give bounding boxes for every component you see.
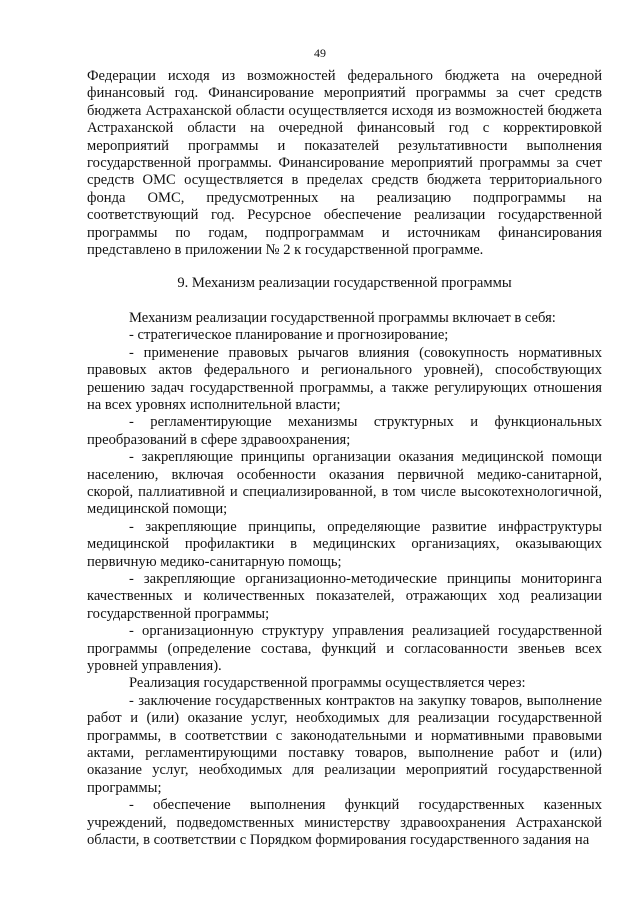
- page-number: 49: [314, 46, 326, 60]
- intro-paragraph: Федерации исходя из возможностей федерального бюджета на очередной финансовый год. Финансирование мероприятий программы за счет средств бюджета Астраханской области осуществляется исходя из возможностей бюджета Астраханской области на очередной финансовый год с корректировкой мероприятий программы и показателей результативности выполнения государственной программы. Финансирование мероприятий программы за счет средств ОМС осуществляется в пределах средств бюджета территориального фонда ОМС, предусмотренных на реализацию подпрограммы на соответствующий год. Ресурсное обеспечение реализации государственной программы по годам, подпрограммам и источникам финансирования представлено в приложении № 2 к государственной программе.: [87, 68, 602, 259]
- mechanism-item: - закрепляющие организационно-методические принципы мониторинга качественных и количественных показателей, отражающих ход реализации государственной программы;: [87, 570, 602, 622]
- mechanism-item: - регламентирующие механизмы структурных и функциональных преобразований в сфере здравоохранения;: [87, 414, 602, 448]
- mechanism-item: - применение правовых рычагов влияния (совокупность нормативных правовых актов федерального и регионального уровней), способствующих решению задач государственной программы, а также регулирующих отношения на всех уровнях исполнительной власти;: [87, 344, 602, 413]
- mechanism-item: - организационную структуру управления реализацией государственной программы (определение состава, функций и согласованности звеньев всех уровней управления).: [87, 623, 602, 674]
- mechanism-item: - закрепляющие принципы организации оказания медицинской помощи населению, включая особенности оказания первичной медико-санитарной, скорой, паллиативной и специализированной, в том числе высокотехнологичной, медицинской помощи;: [87, 449, 602, 518]
- mechanism-item: - закрепляющие принципы, определяющие развитие инфраструктуры медицинской профилактики в медицинских организациях, оказывающих первичную медико-санитарную помощь;: [87, 518, 602, 570]
- mechanism-intro: Механизм реализации государственной программы включает в себя:: [129, 309, 556, 326]
- realization-item: - заключение государственных контрактов на закупку товаров, выполнение работ и (или) оказание услуг, необходимых для реализации государственной программы, в соответствии с законодательными и нормативными правовыми актами, регламентирующими поставку товаров, выполнение работ и (или) оказание услуг, необходимых для реализации мероприятий государственной программы;: [87, 692, 602, 796]
- section-heading: 9. Механизм реализации государственной программы: [177, 275, 512, 292]
- document-body: [87, 68, 602, 849]
- realization-intro: Реализация государственной программы осуществляется через:: [129, 675, 526, 692]
- realization-item: - обеспечение выполнения функций государственных казенных учреждений, подведомственных министерству здравоохранения Астраханской области, в соответствии с Порядком формирования государственного задания на: [87, 797, 602, 849]
- mechanism-item: - стратегическое планирование и прогнозирование;: [129, 327, 449, 344]
